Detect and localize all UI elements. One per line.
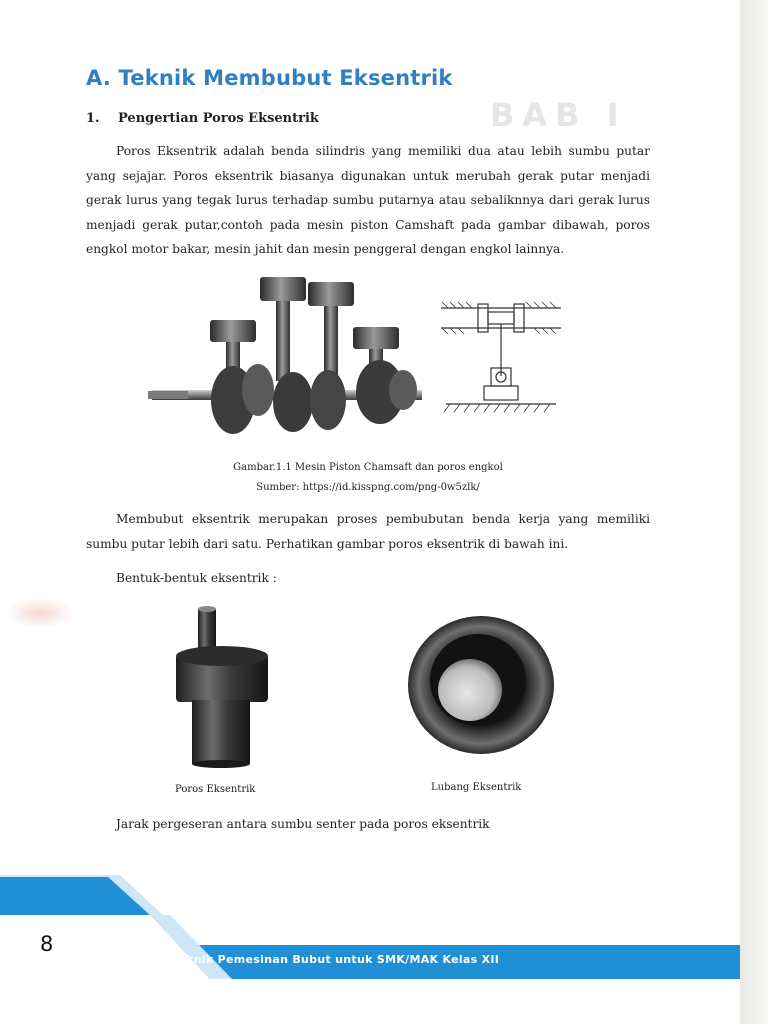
crankshaft-pistons-image	[148, 272, 433, 447]
subsection-number: 1.	[86, 111, 100, 126]
page-edge	[740, 0, 768, 1024]
eccentric-hole-image	[406, 614, 556, 756]
subsection-title-text: Pengertian Poros Eksentrik	[118, 111, 319, 126]
eccentric-shaft-image	[172, 604, 272, 769]
section-title: A. Teknik Membubut Eksentrik	[86, 66, 453, 90]
figure1-caption: Gambar.1.1 Mesin Piston Chamsaft dan poros engkol	[233, 462, 503, 473]
page-number: 8	[40, 932, 54, 956]
subsection-title	[86, 111, 319, 126]
page-smudge	[5, 598, 75, 628]
paragraph-definition: Poros Eksentrik adalah benda silindris yang memiliki dua atau lebih sumbu putar yang sejajar. Poros eksentrik biasanya digunakan untuk merubah gerak putar menjadi gerak lurus yang tegak lurus terhadap sumbu putarnya atau sebaliknnya dari gerak lurus menjadi gerak putar,contoh pada mesin piston Camshaft pada gambar dibawah, poros engkol motor bakar, mesin jahit dan mesin penggeral dengan engkol lainnya.	[86, 144, 650, 256]
bleed-through-text: BAB I	[490, 96, 627, 134]
paragraph-offset-distance: Jarak pergeseran antara sumbu senter pada poros eksentrik	[116, 817, 490, 831]
footer-band	[0, 875, 740, 995]
figure1-source: Sumber: https://id.kisspng.com/png-0w5zlk/	[256, 482, 480, 493]
footer-book-title: Teknik Pemesinan Bubut untuk SMK/MAK Kelas XII	[172, 953, 500, 966]
paragraph-eccentric-turning: Membubut eksentrik merupakan proses pembubutan benda kerja yang memiliki sumbu putar lebih dari satu. Perhatikan gambar poros eksentrik di bawah ini.	[86, 512, 650, 551]
paragraph-eccentric-forms: Bentuk-bentuk eksentrik :	[116, 571, 277, 585]
crank-mechanism-diagram	[436, 298, 566, 426]
eccentric-hole-label: Lubang Eksentrik	[431, 782, 522, 793]
eccentric-shaft-label: Poros Eksentrik	[175, 784, 256, 795]
